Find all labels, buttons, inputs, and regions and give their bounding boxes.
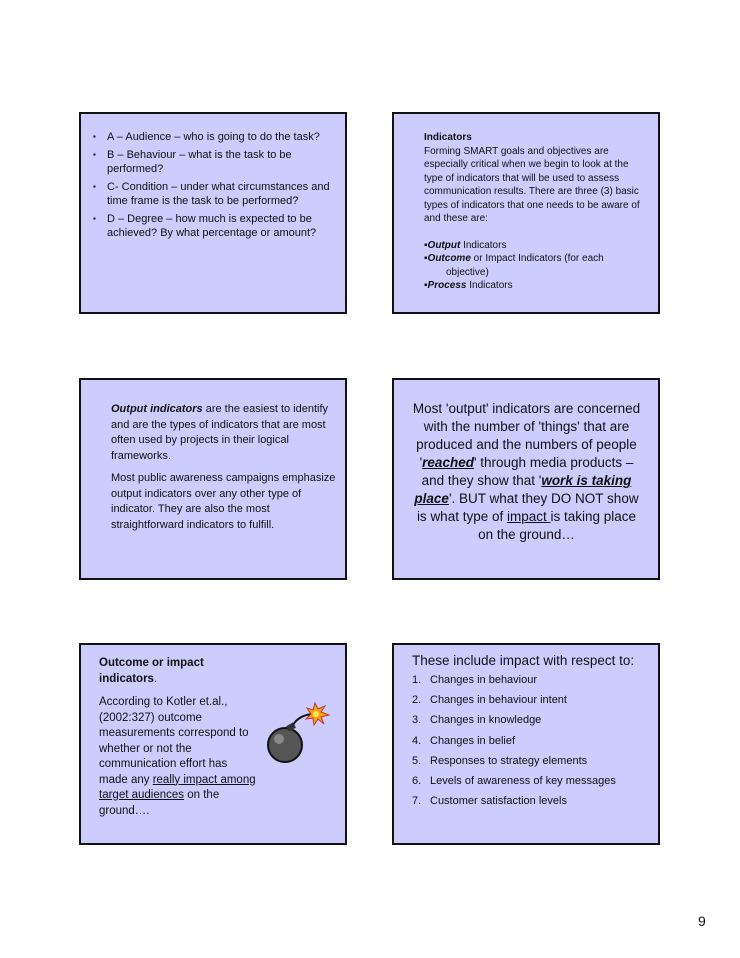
paragraph: Output indicators are the easiest to identify and are the types of indicators that are most often used by projects in their logical frameworks. [111, 403, 329, 462]
impact-list [412, 674, 662, 815]
list-item: 5. Responses to strategy elements [412, 754, 588, 767]
page-number: 9 [698, 913, 706, 929]
slide-output-indicators [79, 378, 347, 580]
list-item: ▪ C- Condition – under what circumstances and time frame is the task to be performed? [93, 180, 333, 208]
slide-heading: These include impact with respect to: [412, 653, 635, 668]
list-item: 1. Changes in behaviour [412, 674, 538, 686]
bomb-icon [263, 697, 333, 767]
slide-outcome-indicators [79, 643, 347, 845]
slide-impact-list [392, 643, 660, 845]
slide-most-output [392, 378, 660, 580]
abcd-list [93, 130, 333, 244]
slide-body: Forming SMART goals and objectives are especially critical when we begin to look at the type of indicators that will be used to assess communication results. There are three (3) basic types of indicators that one needs to be aware of and these are: [424, 145, 640, 224]
list-item: 2. Changes in behaviour intent [412, 694, 567, 707]
list-item: ▪ B – Behaviour – what is the task to be performed? [93, 148, 333, 176]
list-item: 4. Changes in belief [412, 734, 516, 747]
list-item: 6. Levels of awareness of key messages [412, 774, 616, 787]
list-item: 3. Changes in knowledge [412, 714, 542, 727]
list-item: ▪ D – Degree – how much is expected to be achieved? By what percentage or amount? [93, 212, 333, 240]
slide-abcd [79, 112, 347, 314]
list-item: ▪ A – Audience – who is going to do the task? [93, 130, 333, 144]
list-item: ▪Output Indicators [424, 239, 507, 251]
list-item-continued: objective) [446, 266, 489, 278]
slide-title: Indicators [424, 132, 472, 143]
paragraph: Most 'output' indicators are concerned with the number of 'things' that are produced and the numbers of people 'reached' through media products – and they show that 'work is taking place'. BUT what they DO NOT show is what type of impact is taking place on the ground… [412, 401, 641, 542]
list-item: ▪Outcome or Impact Indicators (for each [424, 253, 604, 264]
list-item: 7. Customer satisfaction levels [412, 795, 567, 808]
paragraph: Most public awareness campaigns emphasize output indicators over any other type of indicator. They are also the most straightforward indicators to fulfill. [111, 472, 336, 531]
list-item: ▪Process Indicators [424, 280, 513, 291]
slide-indicators [392, 112, 660, 314]
slide-title: Outcome or impact indicators. [99, 657, 204, 685]
paragraph: According to Kotler et.al., (2002:327) outcome measurements correspond to whether or not the communication effort has made any really impact among target audiences on the ground…. [99, 696, 256, 817]
